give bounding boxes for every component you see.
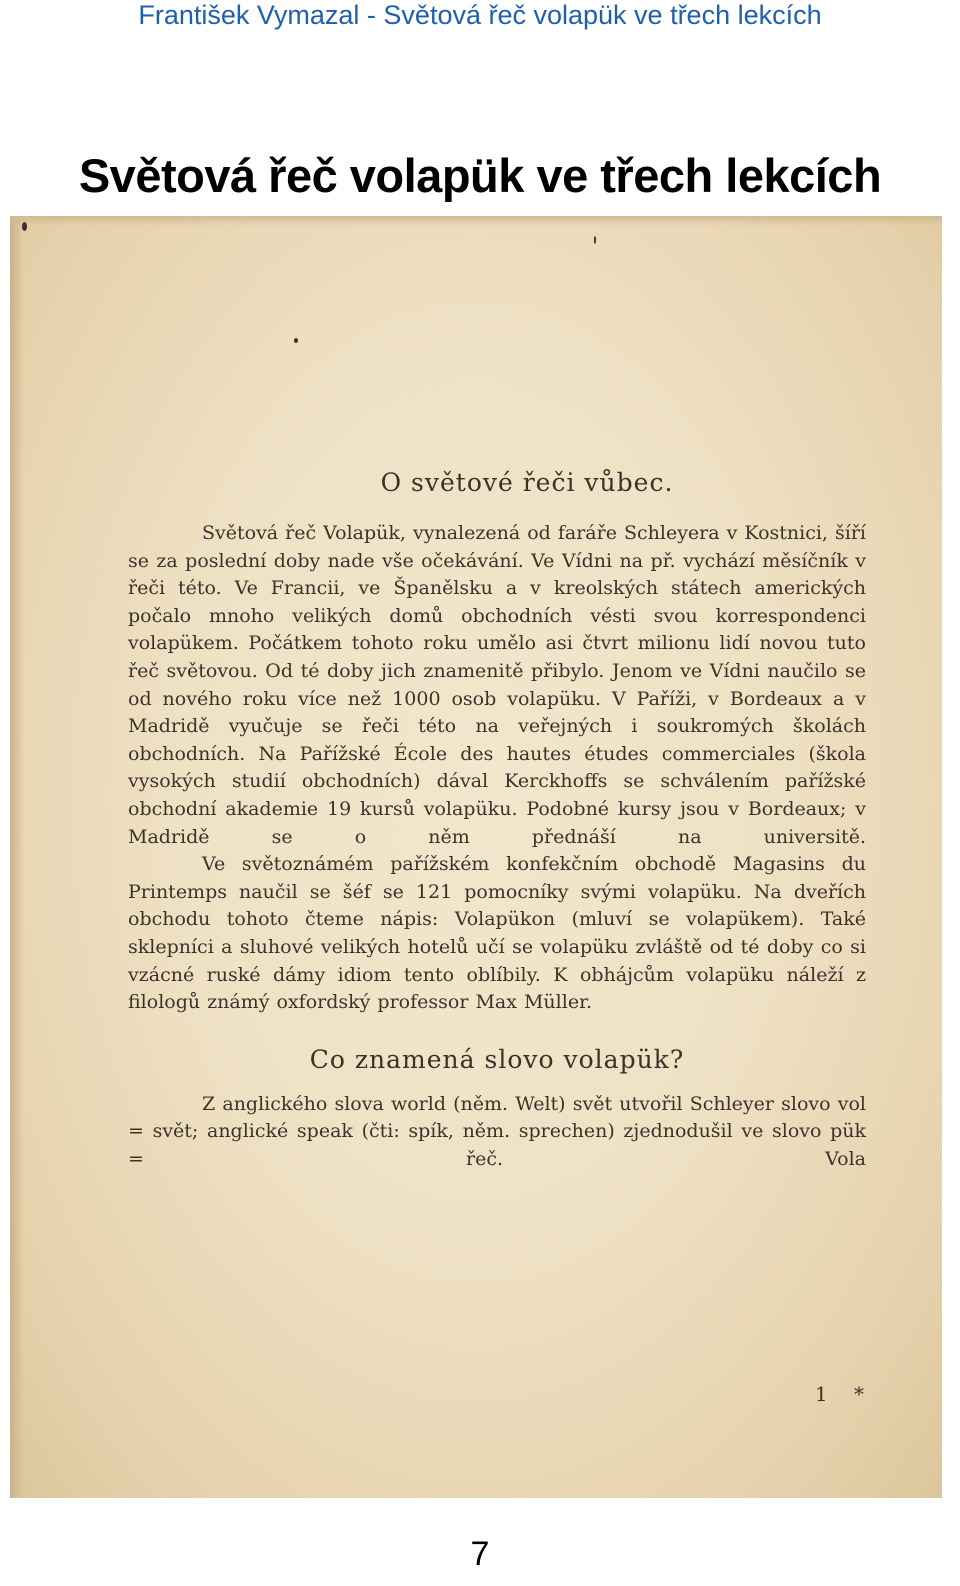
paragraph-2: Ve světoznámém pařížském konfekčním obchodě Magasins du Printemps naučil se šéf se 121 pomocníky svými volapüku. Na dveřích obchodu tohoto čteme nápis: Volapükon (mluví se volapükem). Také sklepníci a sluhové velikých hotelů učí se volapüku zvláště od té doby co si vzácné ruské dámy idiom tento oblíbily. K obhájcům volapüku náleží z filologů známý oxfordský professor Max Müller.: [128, 853, 866, 1014]
scan-left-shadow: [10, 216, 24, 1498]
scan-speck: [294, 338, 298, 343]
signature-mark: 1 *: [814, 1382, 874, 1406]
scan-speck: [594, 236, 596, 244]
scanned-page-text: [128, 466, 866, 1173]
scanned-page-image: [10, 216, 942, 1498]
document-title: Světová řeč volapük ve třech lekcích: [78, 149, 882, 202]
paragraph-3: Z anglického slova world (něm. Welt) svět utvořil Schleyer slovo vol = svět; anglické speak (čti: spík, něm. sprechen) zjednodušil ve slovo pük = řeč. Vola: [128, 1092, 866, 1170]
scan-top-shadow: [10, 216, 942, 226]
paragraph-1: Světová řeč Volapük, vynalezená od faráře Schleyera v Kostnici, šíří se za poslední doby nade vše očekávání. Ve Vídni na př. vychází měsíčník v řeči této. Ve Francii, ve Španělsku a v kreolských státech amerických počalo mnoho velikých domů obchodních vésti svou korrespondenci volapükem. Počátkem tohoto roku umělo asi čtvrt milionu lidí novou tuto řeč světovou. Od té doby jich znamenitě přibylo. Jenom ve Vídni naučilo se od nového roku více než 1000 osob volapüku. V Paříži, v Bordeaux a v Madridě vyučuje se řeči této na veřejných i soukromých školách obchodních. Na Pařížské École des hautes études commerciales (škola vysokých studií obchodních) dával Kerckhoffs se schválením pařížské obchodní akademie 19 kursů volapüku. Podobné kursy jsou v Bordeaux; v Madridě se o něm přednáší na universitě.: [128, 522, 866, 848]
running-header: František Vymazal - Světová řeč volapük ve třech lekcích: [138, 0, 822, 30]
section-heading: Co znamená slovo volapük?: [309, 1044, 685, 1074]
page-number: 7: [470, 1535, 490, 1573]
page-heading: O světové řeči vůbec.: [380, 468, 674, 497]
scan-speck: [22, 222, 27, 231]
